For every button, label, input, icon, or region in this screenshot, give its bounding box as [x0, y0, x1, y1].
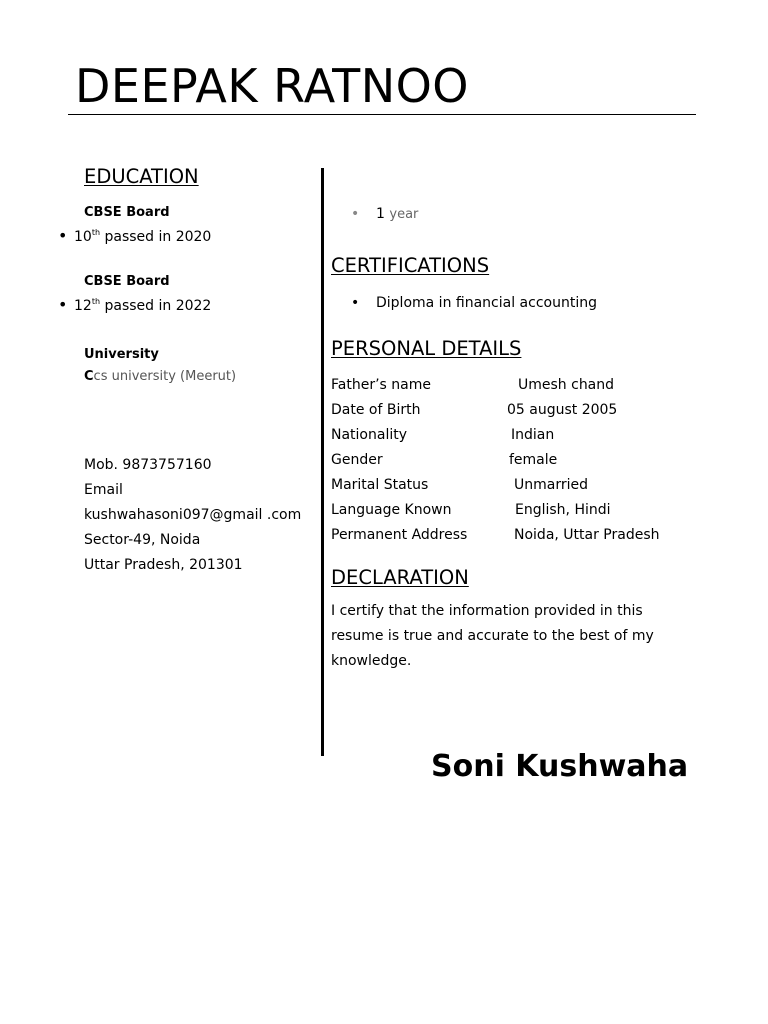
university-first-letter: C — [84, 369, 94, 384]
column-divider — [321, 168, 324, 756]
declaration-heading: DECLARATION — [331, 566, 469, 589]
address-line-1: Sector-49, Noida — [84, 532, 201, 548]
signature-name: Soni Kushwaha — [431, 749, 689, 784]
detail-label: Date of Birth — [331, 402, 421, 418]
personal-details-heading: PERSONAL DETAILS — [331, 337, 522, 360]
bullet-icon: • — [58, 226, 68, 245]
certification-item — [351, 294, 597, 312]
education-item-1-text: passed in 2020 — [100, 229, 212, 245]
mobile-number: Mob. 9873757160 — [84, 457, 212, 473]
university-label: University — [84, 347, 159, 362]
grade-2-suffix: th — [91, 297, 101, 306]
detail-label: Language Known — [331, 502, 452, 518]
detail-label: Permanent Address — [331, 527, 468, 543]
education-board-2: CBSE Board — [84, 274, 170, 289]
detail-value: Umesh chand — [518, 377, 615, 393]
university-name — [84, 369, 236, 385]
grade-1: 10 — [74, 229, 92, 245]
grade-2: 12 — [74, 298, 92, 314]
email-address: kushwahasoni097@gmail .com — [84, 507, 302, 523]
detail-label: Gender — [331, 452, 383, 468]
detail-value: female — [509, 452, 558, 468]
detail-value: Unmarried — [514, 477, 588, 493]
bullet-icon: • — [58, 295, 68, 314]
header-divider — [68, 114, 696, 115]
education-item-1 — [58, 227, 211, 246]
address-line-2: Uttar Pradesh, 201301 — [84, 557, 243, 573]
education-board-1: CBSE Board — [84, 205, 170, 220]
detail-label: Nationality — [331, 427, 408, 443]
detail-label: Father’s name — [331, 377, 431, 393]
experience-value: 1 — [376, 206, 385, 222]
university-rest: cs university (Meerut) — [93, 369, 237, 384]
bullet-icon: • — [351, 206, 360, 222]
certifications-heading: CERTIFICATIONS — [331, 254, 490, 277]
declaration-line: resume is true and accurate to the best of my — [331, 628, 654, 644]
resume-name: DEEPAK RATNOO — [75, 59, 470, 113]
education-item-2-text: passed in 2022 — [100, 298, 212, 314]
email-label: Email — [84, 482, 123, 498]
detail-value: 05 august 2005 — [507, 402, 618, 418]
declaration-line: knowledge. — [331, 653, 412, 669]
experience-unit: year — [389, 207, 419, 222]
experience-item — [351, 205, 418, 224]
education-item-2 — [58, 296, 211, 315]
bullet-icon: • — [351, 295, 360, 311]
detail-value: Noida, Uttar Pradesh — [514, 527, 660, 543]
detail-value: Indian — [511, 427, 555, 443]
declaration-line: I certify that the information provided in this — [331, 603, 643, 619]
detail-label: Marital Status — [331, 477, 429, 493]
certification-item-text: Diploma in financial accounting — [376, 295, 597, 311]
education-heading: EDUCATION — [84, 165, 199, 188]
grade-1-suffix: th — [91, 228, 101, 237]
detail-value: English, Hindi — [515, 502, 611, 518]
